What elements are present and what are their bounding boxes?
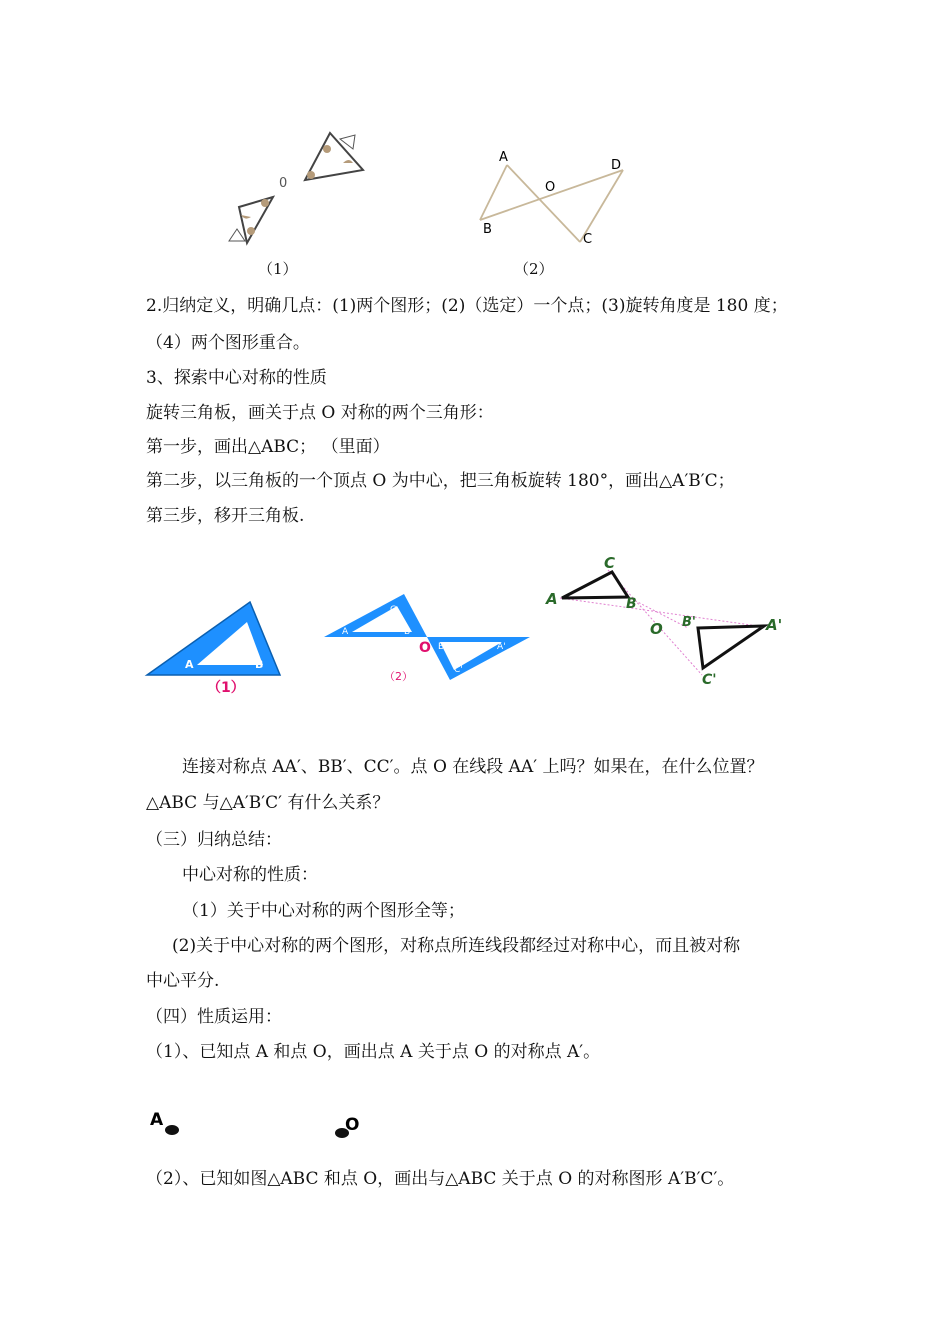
mid1-label-b: B xyxy=(255,658,264,671)
mid-figure-3 xyxy=(540,550,795,700)
top-fig1-caption: （1） xyxy=(258,260,298,278)
mid2-caption: （2） xyxy=(384,670,413,683)
point-o-label: O xyxy=(345,1115,360,1135)
top-figure-1 xyxy=(215,125,365,255)
mid2-label-a2: A' xyxy=(497,642,506,652)
points-figure xyxy=(145,1105,375,1145)
fig2-label-a: A xyxy=(499,150,508,165)
fig2-label-d: D xyxy=(611,158,622,173)
mid1-label-a: A xyxy=(185,658,194,671)
mid1-label-c: C xyxy=(241,626,250,639)
para-step-1: 第一步，画出△ABC； （里面） xyxy=(146,437,390,457)
mid3-label-c: C xyxy=(604,554,616,572)
para-step-2: 第二步，以三角板的一个顶点 O 为中心，把三角板旋转 180°，画出△A′B′C； xyxy=(146,471,735,491)
section-application: （四）性质运用： xyxy=(146,1007,282,1027)
property-1: （1）关于中心对称的两个图形全等； xyxy=(182,901,465,921)
fig2-label-b: B xyxy=(483,222,492,237)
fig2-label-o: O xyxy=(545,180,556,195)
section-summary: （三）归纳总结： xyxy=(146,830,282,850)
mid2-label-b: B xyxy=(404,627,411,637)
mid3-label-b2: B' xyxy=(682,615,696,630)
mid2-label-b2: B' xyxy=(438,642,447,652)
question-line-2: △ABC 与△A′B′C′ 有什么关系？ xyxy=(146,793,390,813)
mid3-label-a: A xyxy=(546,590,558,608)
mid-figure-2 xyxy=(322,592,532,692)
mid3-label-a2: A' xyxy=(766,616,783,634)
exercise-2: （2）、已知如图△ABC 和点 O，画出与△ABC 关于点 O 的对称图形 A′B′C′。 xyxy=(146,1169,735,1189)
para-rotate: 旋转三角板，画关于点 O 对称的两个三角形： xyxy=(146,403,494,423)
point-a-label: A xyxy=(150,1110,164,1130)
mid2-label-o: O xyxy=(419,640,431,656)
mid2-label-c: C xyxy=(390,605,397,615)
mid3-label-o: O xyxy=(650,620,663,638)
top-fig2-caption: （2） xyxy=(514,260,554,278)
fig1-o-label: 0 xyxy=(279,176,288,191)
section-explore: 3、探索中心对称的性质 xyxy=(146,368,327,388)
para-point-4: （4）两个图形重合。 xyxy=(146,333,310,353)
exercise-1: （1）、已知点 A 和点 O，画出点 A 关于点 O 的对称点 A′。 xyxy=(146,1042,601,1062)
question-line-1: 连接对称点 AA′、BB′、CC′。点 O 在线段 AA′ 上吗？如果在，在什么位置？ xyxy=(182,757,764,777)
para-step-3: 第三步，移开三角板. xyxy=(146,506,305,526)
para-definition: 2.归纳定义，明确几点：(1)两个图形；(2)（选定）一个点；(3)旋转角度是 180 度； xyxy=(146,296,788,316)
fig2-label-c: C xyxy=(583,232,593,247)
mid2-label-a: A xyxy=(342,627,349,637)
property-2-line-2: 中心平分. xyxy=(146,971,220,991)
mid-figure-1 xyxy=(145,600,290,700)
properties-heading: 中心对称的性质： xyxy=(182,865,318,885)
top-figure-2 xyxy=(475,145,645,255)
mid3-label-b: B xyxy=(626,596,637,612)
mid3-label-c2: C' xyxy=(702,672,717,688)
point-a-dot xyxy=(165,1125,179,1135)
property-2-line-1: (2)关于中心对称的两个图形，对称点所连线段都经过对称中心，而且被对称 xyxy=(172,936,741,956)
mid1-caption: （1） xyxy=(207,680,245,696)
mid2-label-c2: C' xyxy=(454,665,463,675)
